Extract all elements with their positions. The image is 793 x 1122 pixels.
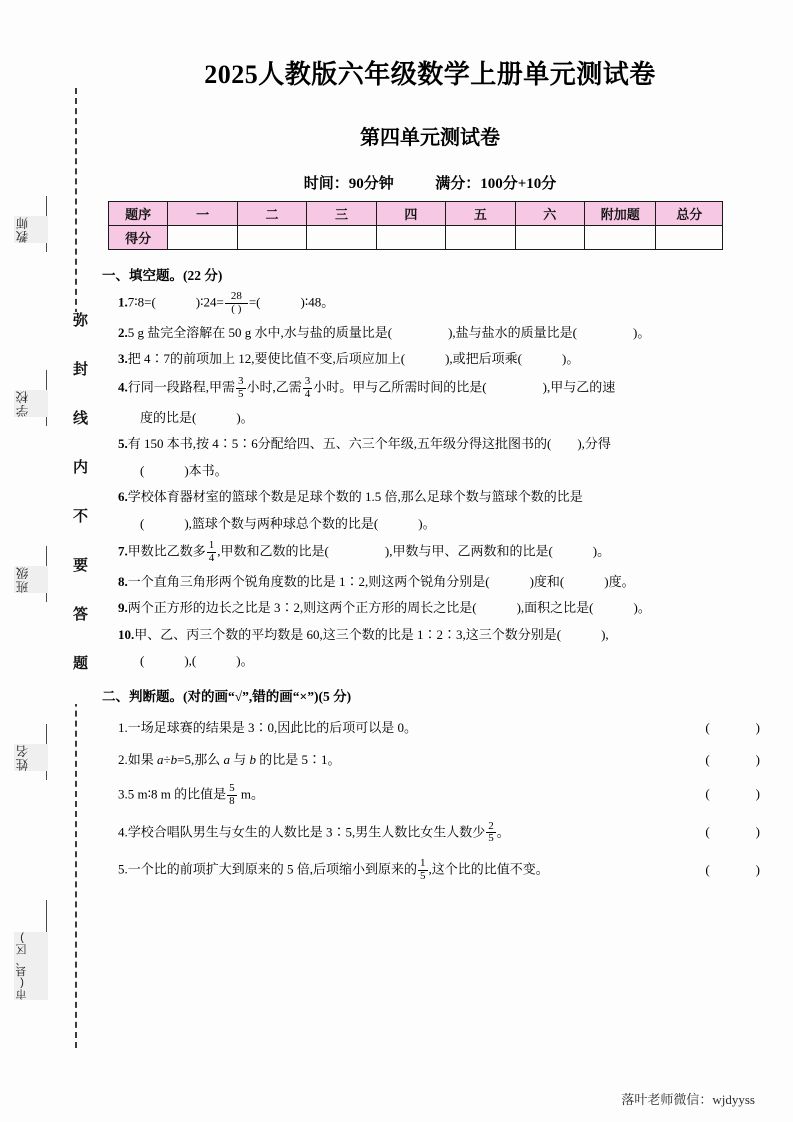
question-text: =( (248, 294, 261, 310)
judgement-body (118, 821, 686, 846)
fraction-numerator: 3 (238, 374, 244, 387)
fraction (225, 291, 248, 316)
question-text: 甲数比乙数多 (127, 543, 206, 559)
fraction (303, 376, 313, 401)
question-text: 7∶8=( (127, 294, 156, 310)
fill-blank-question (118, 434, 760, 454)
paren-open: ( (705, 752, 710, 768)
fraction-numerator: 2 (488, 819, 494, 832)
score-cell[interactable] (585, 226, 656, 250)
question-text: 小时。甲与乙所需时间的比是( (313, 379, 487, 395)
fraction-denominator: 5 (488, 832, 494, 845)
fraction (207, 540, 217, 565)
judgement-body (118, 858, 686, 883)
fill-blank-question (118, 540, 760, 565)
paren-open: ( (705, 719, 710, 735)
score-table-header-row (109, 202, 723, 226)
section-heading-text: 一、填空题。 (102, 268, 183, 283)
identity-label-school: 学校 (14, 390, 48, 417)
question-text: 两个正方形的边长之比是 3∶2,则这两个正方形的周长之比是( (127, 600, 477, 616)
question-continuation (140, 514, 760, 534)
paren-open: ( (705, 861, 710, 877)
exam-meta (100, 172, 760, 193)
page-title: 2025人教版六年级数学上册单元测试卷 (204, 60, 656, 89)
judgement-question (118, 750, 760, 770)
question-text: =5,那么 (177, 752, 224, 768)
question-number: 7. (118, 543, 128, 559)
math-variable: a (157, 752, 164, 768)
question-continuation (140, 408, 760, 428)
question-continuation (140, 651, 760, 671)
question-text: 甲、乙、丙三个数的平均数是 60,这三个数的比是 1∶2∶3,这三个数分别是( (134, 626, 562, 642)
judgement-body (118, 718, 686, 738)
judgement-answer-box[interactable] (686, 750, 760, 770)
question-text: 一场足球赛的结果是 3∶0,因此比的后项可以是 0。 (127, 719, 418, 735)
question-text: 如果 (127, 752, 158, 768)
question-text: )。 (633, 324, 651, 340)
question-text: 与 (230, 752, 250, 768)
section-heading (102, 685, 760, 705)
score-cell[interactable] (307, 226, 376, 250)
question-text: )度和( (529, 573, 565, 589)
score-table-col-header: 总分 (656, 202, 723, 226)
identity-label-district: 市(县、区) (14, 932, 48, 1000)
score-cell[interactable] (656, 226, 723, 250)
score-table-col-header: 四 (376, 202, 445, 226)
question-number: 4. (118, 379, 128, 395)
question-text: ( (140, 515, 145, 531)
sections-root (100, 264, 760, 883)
score-table-col-header: 三 (307, 202, 376, 226)
question-number: 9. (118, 600, 128, 616)
score-table-col-header: 一 (168, 202, 237, 226)
paren-close: ) (755, 786, 760, 802)
judgement-question (118, 783, 760, 808)
question-text: ),甲数与甲、乙两数和的比是( (384, 543, 553, 559)
seal-line (62, 88, 92, 1048)
question-text: 5 m∶8 m 的比值是 (127, 786, 227, 802)
score-table-value-row (109, 226, 723, 250)
question-text: 5 g 盐完全溶解在 50 g 水中,水与盐的质量比是( (127, 324, 393, 340)
question-text: ÷ (163, 752, 171, 768)
question-text: ,甲数和乙数的比是( (217, 543, 329, 559)
question-text: ),面积之比是( (516, 600, 594, 616)
question-text: 学校合唱队男生与女生的人数比是 3∶5,男生人数比女生人数少 (127, 824, 486, 840)
question-text: ( (140, 462, 145, 478)
fill-blank-question (118, 349, 760, 369)
section-points: (对的画“√”,错的画“×”)(5 分) (183, 688, 352, 704)
judgement-answer-box[interactable] (686, 822, 760, 842)
question-text: ),盐与盐水的质量比是( (448, 324, 578, 340)
identity-label-class: 班级 (14, 566, 48, 593)
score-cell[interactable] (168, 226, 237, 250)
score-cell[interactable] (376, 226, 445, 250)
question-number: 4. (118, 824, 128, 840)
judgement-body (118, 783, 686, 808)
fraction (227, 783, 237, 808)
footer-credit: 落叶老师微信：wjdyyss (621, 1092, 755, 1107)
question-continuation (140, 461, 760, 481)
fraction (418, 858, 428, 883)
judgement-question (118, 821, 760, 846)
score-cell[interactable] (237, 226, 306, 250)
identity-label-teacher: 教师 (14, 216, 48, 243)
fraction-numerator: 28 (230, 290, 242, 302)
question-text: )本书。 (184, 462, 228, 478)
question-text: ,这个比的比值不变。 (428, 861, 549, 877)
question-text: )∶48。 (300, 294, 335, 310)
fraction-denominator: 4 (304, 387, 311, 400)
seal-line-text: 弥封线内不要答题 (64, 312, 90, 704)
fraction-numerator: 1 (420, 857, 426, 870)
fraction (236, 376, 246, 401)
question-number: 6. (118, 489, 128, 504)
score-table (108, 201, 723, 250)
fill-blank-question (118, 323, 760, 343)
question-text: ),篮球个数与两种球总个数的比是( (184, 515, 379, 531)
question-text: )。 (418, 515, 436, 531)
question-text: )。 (633, 600, 651, 616)
question-text: ), (601, 626, 609, 642)
paren-close: ) (755, 824, 760, 840)
judgement-answer-box[interactable] (686, 784, 760, 804)
fraction-numerator: 1 (208, 539, 215, 551)
score-table-col-header: 二 (237, 202, 306, 226)
time-limit-label: 时间：90分钟 (303, 176, 394, 192)
fraction-denominator: 4 (208, 551, 215, 564)
score-table-col-header: 六 (515, 202, 584, 226)
question-number: 5. (118, 861, 128, 877)
judgement-answer-box[interactable] (686, 860, 760, 880)
question-text: 有 150 本书,按 4∶5∶6分配给四、五、六三个年级,五年级分得这批图书的( (127, 436, 552, 451)
fill-blank-question (118, 598, 760, 618)
question-number: 8. (118, 573, 128, 589)
question-text: 学校体育器材室的篮球个数是足球个数的 1.5 倍,那么足球个数与篮球个数的比是 (127, 489, 583, 504)
question-text: m。 (237, 786, 264, 802)
math-variable: b (249, 752, 257, 768)
question-text: 。 (496, 824, 510, 840)
question-number: 10. (118, 626, 135, 642)
full-score-label: 满分：100分+10分 (435, 176, 557, 192)
section-points: (22 分) (183, 268, 223, 283)
unit-subtitle: 第四单元测试卷 (360, 127, 500, 149)
fill-blank-question (118, 291, 760, 316)
math-variable: a (223, 752, 230, 768)
fraction-denominator: 5 (420, 870, 426, 883)
exam-content (100, 0, 760, 896)
section-heading (102, 264, 760, 284)
fraction (486, 821, 496, 846)
question-text: 一个比的前项扩大到原来的 5 倍,后项缩小到原来的 (127, 861, 418, 877)
question-text: ),( (184, 653, 197, 669)
judgement-question (118, 718, 760, 738)
identity-label-name: 姓名 (14, 744, 48, 771)
score-table-corner: 题序 (109, 202, 168, 226)
judgement-answer-box[interactable] (686, 718, 760, 738)
question-number: 3. (118, 351, 128, 367)
question-text: ( (140, 653, 145, 669)
score-table-row-header: 得分 (109, 226, 168, 250)
judgement-body (118, 750, 686, 770)
score-cell[interactable] (446, 226, 515, 250)
question-text: 把 4∶7的前项加上 12,要使比值不变,后项应加上( (127, 351, 406, 367)
question-text: )∶24= (195, 294, 224, 310)
section-heading-text: 二、判断题。 (102, 688, 183, 704)
question-text: )度。 (604, 573, 635, 589)
fraction-denominator: 5 (238, 387, 244, 400)
paren-close: ) (755, 861, 760, 877)
question-text: 度的比是( (140, 409, 197, 425)
question-text: )。 (236, 653, 254, 669)
question-text: ),甲与乙的速 (542, 379, 616, 395)
question-number: 1. (118, 719, 128, 735)
score-cell[interactable] (515, 226, 584, 250)
paren-open: ( (705, 824, 710, 840)
score-table-col-header: 附加题 (585, 202, 656, 226)
judgement-question (118, 858, 760, 883)
question-text: 一个直角三角形两个锐角度数的比是 1∶2,则这两个锐角分别是( (127, 573, 490, 589)
question-text: 小时,乙需 (246, 379, 302, 395)
question-text: )。 (562, 351, 580, 367)
question-text: ),或把后项乘( (445, 351, 523, 367)
question-text: )。 (236, 409, 254, 425)
fill-blank-question (118, 376, 760, 401)
score-table-col-header: 五 (446, 202, 515, 226)
question-text: 的比是 5∶1。 (256, 752, 341, 768)
fraction-numerator: 5 (229, 781, 235, 794)
paren-open: ( (705, 786, 710, 802)
question-number: 5. (118, 436, 128, 451)
question-number: 3. (118, 786, 128, 802)
fill-blank-question (118, 572, 760, 592)
math-variable: b (170, 752, 178, 768)
question-number: 2. (118, 752, 128, 768)
fraction-denominator: 8 (229, 794, 235, 807)
fill-blank-question (118, 625, 760, 645)
question-number: 1. (118, 294, 128, 310)
fraction-denominator: ( ) (225, 303, 248, 316)
question-text: 行同一段路程,甲需 (127, 379, 236, 395)
paren-close: ) (755, 752, 760, 768)
question-text: ),分得 (577, 436, 611, 451)
question-number: 2. (118, 324, 128, 340)
fill-blank-question (118, 487, 760, 507)
question-text: )。 (592, 543, 611, 559)
fraction-numerator: 3 (304, 374, 311, 387)
paren-close: ) (755, 719, 760, 735)
